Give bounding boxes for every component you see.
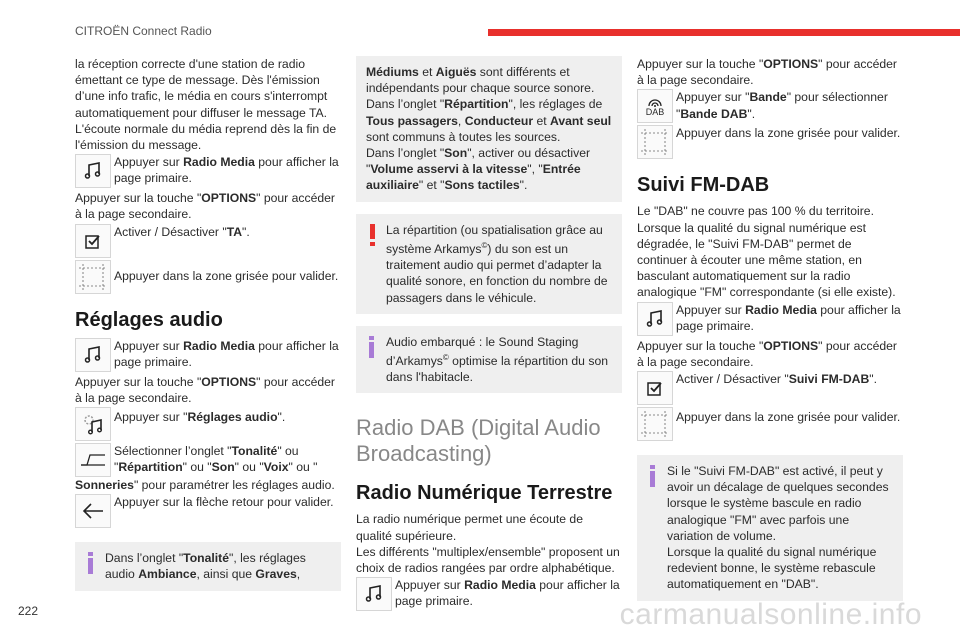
paragraph: Appuyer sur la touche "OPTIONS" pour accéder à la page secondaire. — [637, 57, 897, 88]
section-heading: Radio Numérique Terrestre — [356, 482, 613, 505]
column-middle — [356, 56, 622, 613]
info-box: Audio embarqué : le Sound Staging d’Arkamys© optimise la répartition du son dans l'habitacle. — [356, 326, 622, 394]
step-validate: Appuyer dans la zone grisée pour valider. — [637, 125, 903, 159]
running-header: CITROËN Connect Radio — [75, 24, 212, 38]
section-heading: Réglages audio — [75, 308, 223, 331]
info-box: Si le "Suivi FM-DAB" est activé, il peut y avoir un décalage de quelques secondes lorsque le système bascule en radio analogique "FM" avec parfois une variation de volume. Lorsque la qualité du signal numérique redevient bonne, le système rebascule automatiquement en "DAB". — [637, 455, 903, 601]
paragraph: Appuyer sur la touche "OPTIONS" pour accéder à la page secondaire. — [75, 191, 335, 222]
info-icon — [647, 465, 661, 487]
step-radio-media: Appuyer sur Radio Media pour afficher la page primaire. — [75, 154, 341, 188]
paragraph: La radio numérique permet une écoute de qualité supérieure. — [356, 512, 583, 543]
grid-icon — [637, 407, 673, 441]
step-select-tab: Sélectionner l’onglet "Tonalité" ou "Répartition" ou "Son" ou "Voix" ou " — [75, 443, 341, 477]
paragraph: Les différents "multiplex/ensemble" proposent un choix de radios rangées par ordre alphabétique. — [356, 544, 620, 575]
column-left — [75, 56, 341, 599]
step-radio-media: Appuyer sur Radio Media pour afficher la page primaire. — [356, 577, 622, 611]
back-arrow-icon — [75, 494, 111, 528]
info-icon — [366, 336, 380, 358]
info-icon — [85, 552, 99, 574]
dab-icon: DAB — [637, 89, 673, 123]
music-note-icon — [356, 577, 392, 611]
step-back: Appuyer sur la flèche retour pour valider. — [75, 494, 341, 528]
continued-box: Médiums et Aiguës sont différents et indépendants pour chaque source sonore. Dans l’onglet "Répartition", les réglages de Tous passagers, Conducteur et Avant seul sont communs à toutes les sources. Dans l’onglet "Son", activer ou désactiver "Volume asservi à la vitesse", "Entrée auxiliaire" et "Sons tactiles". — [356, 56, 622, 202]
step-audio-settings: Appuyer sur "Réglages audio". — [75, 407, 341, 441]
page-number: 222 — [18, 604, 39, 618]
tab-icon — [75, 443, 111, 477]
paragraph: la réception correcte d'une station de radio émettant ce type de message. Dès l'émission d’une info trafic, le média en cours s'interrompt automatiquement pour diffuser le message TA. L'écoute normale du média reprend dès la fin de l'émission du message. — [75, 57, 337, 153]
paragraph: Appuyer sur la touche "OPTIONS" pour accéder à la page secondaire. — [75, 374, 335, 405]
gear-music-icon — [75, 407, 111, 441]
step-toggle-ta: Activer / Désactiver "TA". — [75, 224, 341, 258]
checkbox-icon — [75, 224, 111, 258]
music-note-icon — [75, 154, 111, 188]
paragraph: Sonneries" pour paramétrer les réglages audio. — [75, 478, 335, 493]
step-validate: Appuyer dans la zone grisée pour valider. — [637, 407, 903, 441]
paragraph: Appuyer sur la touche "OPTIONS" pour accéder à la page secondaire. — [637, 338, 897, 369]
column-right — [637, 56, 903, 609]
paragraph: Lorsque la qualité du signal numérique est dégradée, le "Suivi FM-DAB" permet de continuer à écouter une même station, en basculant automatiquement sur la radio analogique "FM" correspondante (si elle existe). — [637, 220, 896, 300]
step-validate: Appuyer dans la zone grisée pour valider. — [75, 260, 341, 294]
info-box: Dans l’onglet "Tonalité", les réglages audio Ambiance, ainsi que Graves, — [75, 542, 341, 590]
watermark: carmanualsonline.info — [619, 598, 922, 631]
checkbox-icon — [637, 371, 673, 405]
header-accent-bar — [488, 29, 960, 36]
music-note-icon — [637, 302, 673, 336]
grid-icon — [637, 125, 673, 159]
step-band-dab: DAB Appuyer sur "Bande" pour sélectionner "Bande DAB". — [637, 89, 903, 123]
section-heading: Suivi FM-DAB — [637, 174, 770, 197]
grid-icon — [75, 260, 111, 294]
step-toggle-fm-dab: Activer / Désactiver "Suivi FM-DAB". — [637, 371, 903, 405]
step-radio-media: Appuyer sur Radio Media pour afficher la page primaire. — [75, 338, 341, 372]
warning-icon — [366, 224, 380, 246]
music-note-icon — [75, 338, 111, 372]
warning-box: La répartition (ou spatialisation grâce au système Arkamys©) du son est un traitement audio qui permet d’adapter la qualité sonore, en fonction du nombre de passagers dans le véhicule. — [356, 214, 622, 314]
paragraph: Le "DAB" ne couvre pas 100 % du territoire. — [637, 204, 874, 219]
chapter-heading: Radio DAB (Digital Audio Broadcasting) — [356, 415, 601, 467]
step-radio-media: Appuyer sur Radio Media pour afficher la page primaire. — [637, 302, 903, 336]
